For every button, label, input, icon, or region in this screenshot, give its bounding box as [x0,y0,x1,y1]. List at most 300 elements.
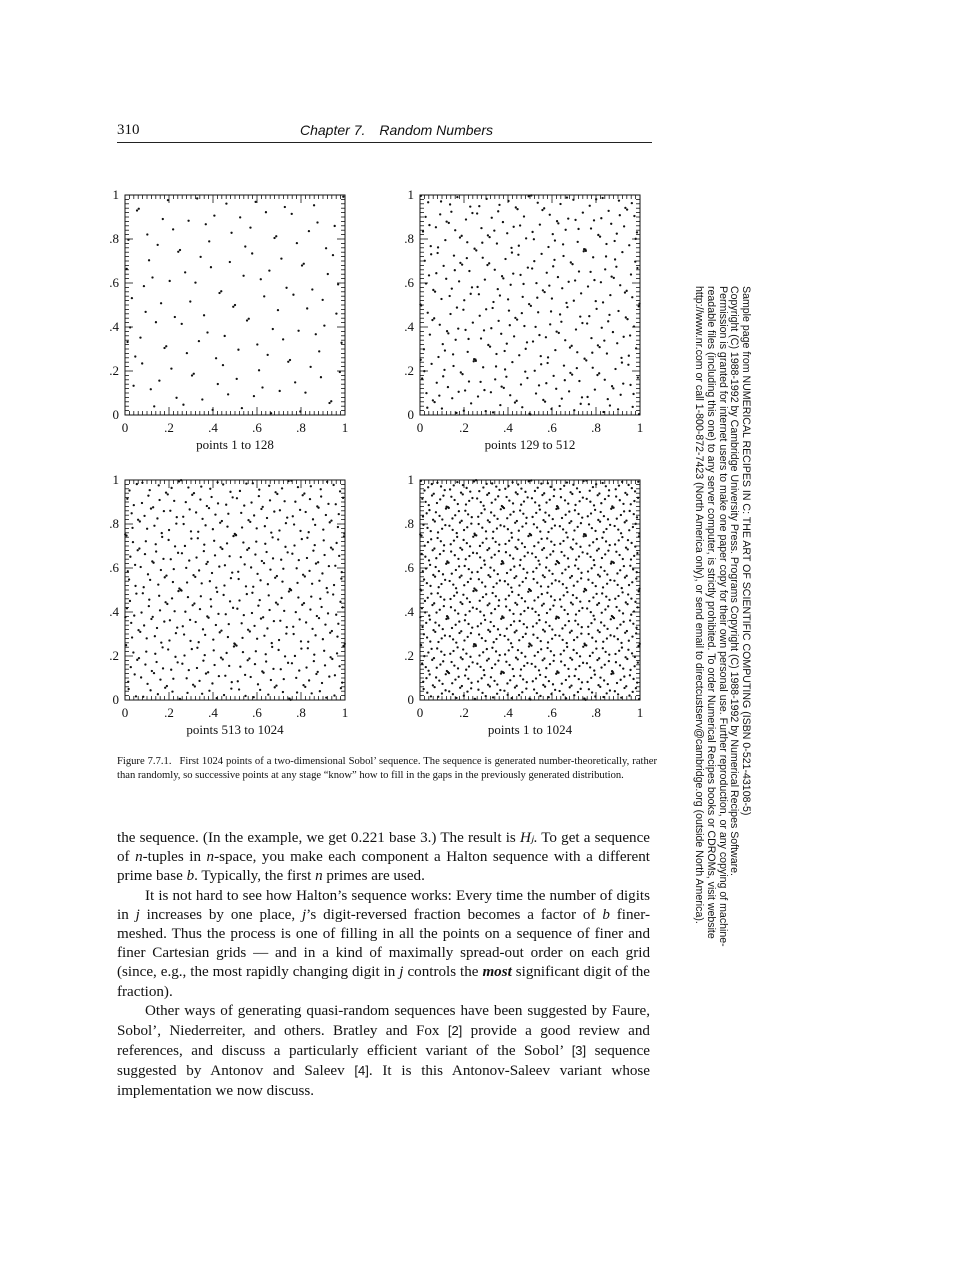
data-point [274,577,276,579]
data-point [577,228,579,230]
data-point [472,536,474,538]
data-point [491,647,493,649]
data-point [568,510,570,512]
data-point [456,536,458,538]
data-point [631,487,633,489]
data-point [458,391,460,393]
data-point [474,698,476,700]
data-point [577,526,579,528]
data-point [143,624,145,626]
data-point [288,697,290,699]
data-point [458,632,460,634]
data-point [191,374,193,376]
data-point [537,541,539,543]
data-point [594,674,596,676]
data-point [453,539,455,541]
data-point [467,581,469,583]
data-point [315,562,317,564]
data-point [264,543,266,545]
data-point [486,494,488,496]
data-point [179,698,181,700]
data-point [509,324,511,326]
data-point [604,608,606,610]
data-point [141,482,143,484]
data-point [244,245,246,247]
data-point [212,638,214,640]
data-point [499,294,501,296]
data-point [236,497,238,499]
data-point [607,605,609,607]
data-point [614,525,616,527]
data-point [515,657,517,659]
data-point [521,542,523,544]
data-point [545,676,547,678]
data-point [479,600,481,602]
data-point [619,664,621,666]
data-point [479,315,481,317]
data-point [464,329,466,331]
data-point [533,545,535,547]
x-tick-label: .2 [164,420,174,435]
data-point [427,201,429,203]
data-point [128,688,130,690]
y-tick-label: .4 [109,604,119,619]
data-point [550,541,552,543]
data-point [570,684,572,686]
data-point [178,480,180,482]
data-point [454,678,456,680]
x-tick-label: 1 [636,420,644,435]
data-point [449,635,451,637]
data-point [255,541,257,543]
page-number: 310 [117,122,140,138]
data-point [228,623,230,625]
data-point [267,583,269,585]
data-point [435,566,437,568]
data-point [424,260,426,262]
data-point [255,650,257,652]
figure-caption-text: First 1024 points of a two-dimensional Sobol’ sequence. The sequence is generated number-theoretically, rather than randomly, so successive points at any stage “know” how to fill in the gaps in the previously generated distribution. [117,756,657,781]
data-point [618,609,620,611]
data-point [186,677,188,679]
data-point [430,363,432,365]
data-point [207,561,209,563]
data-point [604,498,606,500]
data-point [190,538,192,540]
data-point [478,523,480,525]
data-point [434,291,436,293]
data-point [268,485,270,487]
data-point [573,585,575,587]
data-point [620,679,622,681]
data-point [565,587,567,589]
data-point [433,401,435,403]
data-point [618,199,620,201]
data-point [490,612,492,614]
data-point [549,663,551,665]
data-point [162,558,164,560]
data-point [443,599,445,601]
data-point [621,587,623,589]
data-point [540,253,542,255]
data-point [637,497,639,499]
data-point [155,661,157,663]
data-point [447,616,449,618]
data-point [126,498,128,500]
data-point [185,501,187,503]
data-point [586,681,588,683]
data-point [467,623,469,625]
data-point [581,681,583,683]
data-point [465,558,467,560]
data-point [291,213,293,215]
data-point [172,228,174,230]
data-point [291,553,293,555]
data-point [308,570,310,572]
data-point [635,238,637,240]
data-point [577,241,579,243]
data-point [337,283,339,285]
data-point [508,540,510,542]
data-point [639,643,641,645]
data-point [149,689,151,691]
data-point [510,247,512,249]
data-point [222,483,224,485]
data-point [467,351,469,353]
data-point [308,230,310,232]
body-text [117,829,650,1101]
data-point [138,208,140,210]
data-point [518,639,520,641]
data-point [443,605,445,607]
data-point [477,395,479,397]
data-point [432,574,434,576]
data-point [316,221,318,223]
data-point [507,528,509,530]
data-point [307,641,309,643]
data-point [303,263,305,265]
data-point [167,493,169,495]
data-point [500,672,502,674]
data-point [512,557,514,559]
data-point [499,634,501,636]
data-point [533,260,535,262]
data-point [158,499,160,501]
data-point [591,582,593,584]
data-point [607,320,609,322]
data-point [547,246,549,248]
data-point [424,600,426,602]
data-point [131,297,133,299]
data-point [137,629,139,631]
data-point [179,249,181,251]
data-point [559,543,561,545]
data-point [454,554,456,556]
data-point [225,613,227,615]
data-point [592,652,594,654]
data-point [428,274,430,276]
data-point [476,286,478,288]
data-point [629,619,631,621]
data-point [563,649,565,651]
data-point [263,562,265,564]
data-point [272,328,274,330]
data-point [495,638,497,640]
data-point [578,500,580,502]
data-point [531,267,533,269]
data-point [450,211,452,213]
data-point [438,586,440,588]
data-point [485,695,487,697]
data-point [483,674,485,676]
data-point [629,674,631,676]
data-point [521,597,523,599]
data-point [505,376,507,378]
data-point [632,623,634,625]
data-point [458,676,460,678]
data-point [600,217,602,219]
data-point [474,643,476,645]
data-point [454,514,456,516]
sidebar-line-5: http://www.nr.com or call 1-800-872-7423 (North America only), or send email to directcustserv@cambridge.org (outside North America). [693,286,706,924]
data-point [579,655,581,657]
data-point [614,543,616,545]
data-point [218,565,220,567]
data-point [528,645,530,647]
data-point [607,210,609,212]
data-point [546,612,548,614]
data-point [440,651,442,653]
data-point [282,338,284,340]
sidebar-line-2: Copyright (C) 1988-1992 by Cambridge University Press. Programs Copyright (C) 1988-1992 by Numerical Recipes Software. [728,286,741,876]
figure-label: Figure 7.7.1. [117,756,172,767]
data-point [590,227,592,229]
data-point [619,214,621,216]
data-point [550,650,552,652]
data-point [563,364,565,366]
data-point [572,649,574,651]
data-point [435,557,437,559]
data-point [633,665,635,667]
data-point [476,663,478,665]
data-point [514,546,516,548]
data-point [507,200,509,202]
data-point [485,410,487,412]
data-point [632,393,634,395]
data-point [514,522,516,524]
data-point [195,621,197,623]
data-point [439,663,441,665]
data-point [489,576,491,578]
data-point [535,282,537,284]
data-point [232,607,234,609]
data-point [176,661,178,663]
data-point [523,325,525,327]
text-run: the sequence. (In the example, we get [117,830,351,846]
data-point [449,653,451,655]
data-point [423,370,425,372]
data-point [266,517,268,519]
data-point [545,566,547,568]
data-point [426,636,428,638]
data-point [216,697,218,699]
data-point [607,683,609,685]
y-tick-label: 0 [112,692,119,707]
panel-label: points 1 to 128 [196,437,274,452]
data-point [508,594,510,596]
data-point [317,671,319,673]
data-point [422,515,424,517]
data-point [334,674,336,676]
data-point [170,558,172,560]
data-point [618,650,620,652]
data-point [426,512,428,514]
data-point [274,686,276,688]
data-point [570,602,572,604]
data-point [302,494,304,496]
data-point [610,562,612,564]
paragraph-2 [117,887,650,1002]
sidebar-line-4: readable files (including this one) to any server computer, is strictly prohibited. To order Numerical Recipes books or CDROMs, visit website [704,286,717,939]
data-point [455,569,457,571]
data-point [317,561,319,563]
data-point [329,632,331,634]
data-point [473,645,475,647]
data-point [131,636,133,638]
data-point [456,306,458,308]
data-point [205,223,207,225]
data-point [532,634,534,636]
data-point [221,520,223,522]
data-point [600,511,602,513]
data-point [582,662,584,664]
data-point [506,517,508,519]
data-point [598,548,600,550]
data-point [542,684,544,686]
data-point [431,659,433,661]
data-point [562,693,564,695]
data-point [500,385,502,387]
data-point [334,565,336,567]
data-point [488,521,490,523]
data-point [136,209,138,211]
y-tick-label: .6 [404,275,414,290]
data-point [126,341,128,343]
scatter-plot-4 [404,472,650,745]
data-point [577,691,579,693]
data-point [311,692,313,694]
data-point [335,614,337,616]
data-point [451,682,453,684]
data-point [464,510,466,512]
data-point [525,237,527,239]
data-point [183,523,185,525]
data-point [277,649,279,651]
data-point [635,687,637,689]
data-point [445,563,447,565]
data-point [607,495,609,497]
data-point [549,608,551,610]
math-symbol: n [135,849,143,866]
data-point [184,545,186,547]
data-point [624,492,626,494]
data-point [293,523,295,525]
data-point [142,696,144,698]
data-point [441,518,443,520]
data-point [580,522,582,524]
data-point [555,563,557,565]
data-point [210,496,212,498]
data-point [469,601,471,603]
data-point [246,593,248,595]
x-tick-label: .2 [459,705,469,720]
data-point [266,627,268,629]
data-point [568,620,570,622]
data-point [637,481,639,483]
data-point [492,531,494,533]
data-point [205,672,207,674]
x-tick-label: .6 [252,705,262,720]
data-point [141,362,143,364]
data-point [452,693,454,695]
data-point [194,282,196,284]
data-point [597,344,599,346]
data-point [533,238,535,240]
data-point [258,369,260,371]
data-point [636,516,638,518]
x-tick-label: .6 [547,420,557,435]
x-tick-label: 1 [341,705,349,720]
data-point [177,251,179,253]
data-point [575,668,577,670]
data-point [533,523,535,525]
data-point [219,522,221,524]
data-point [500,508,502,510]
data-point [631,581,633,583]
data-point [568,390,570,392]
text-run: -space, you make each component a Halton sequence with a different prime base [117,849,650,885]
data-point [499,579,501,581]
data-point [443,369,445,371]
data-point [217,613,219,615]
data-point [550,310,552,312]
data-point [211,572,213,574]
data-point [156,627,158,629]
running-head [117,120,652,143]
data-point [506,682,508,684]
data-point [442,265,444,267]
data-point [130,622,132,624]
data-point [597,234,599,236]
data-point [595,300,597,302]
data-point [159,678,161,680]
data-point [625,547,627,549]
data-point [248,318,250,320]
text-run: . Typically, the first [194,868,316,885]
data-point [517,594,519,596]
data-point [475,589,477,591]
data-point [471,497,473,499]
data-point [232,306,234,308]
data-point [155,543,157,545]
data-point [593,669,595,671]
data-point [501,275,503,277]
data-point [618,554,620,556]
data-point [483,389,485,391]
data-point [574,504,576,506]
data-point [435,272,437,274]
data-point [242,541,244,543]
